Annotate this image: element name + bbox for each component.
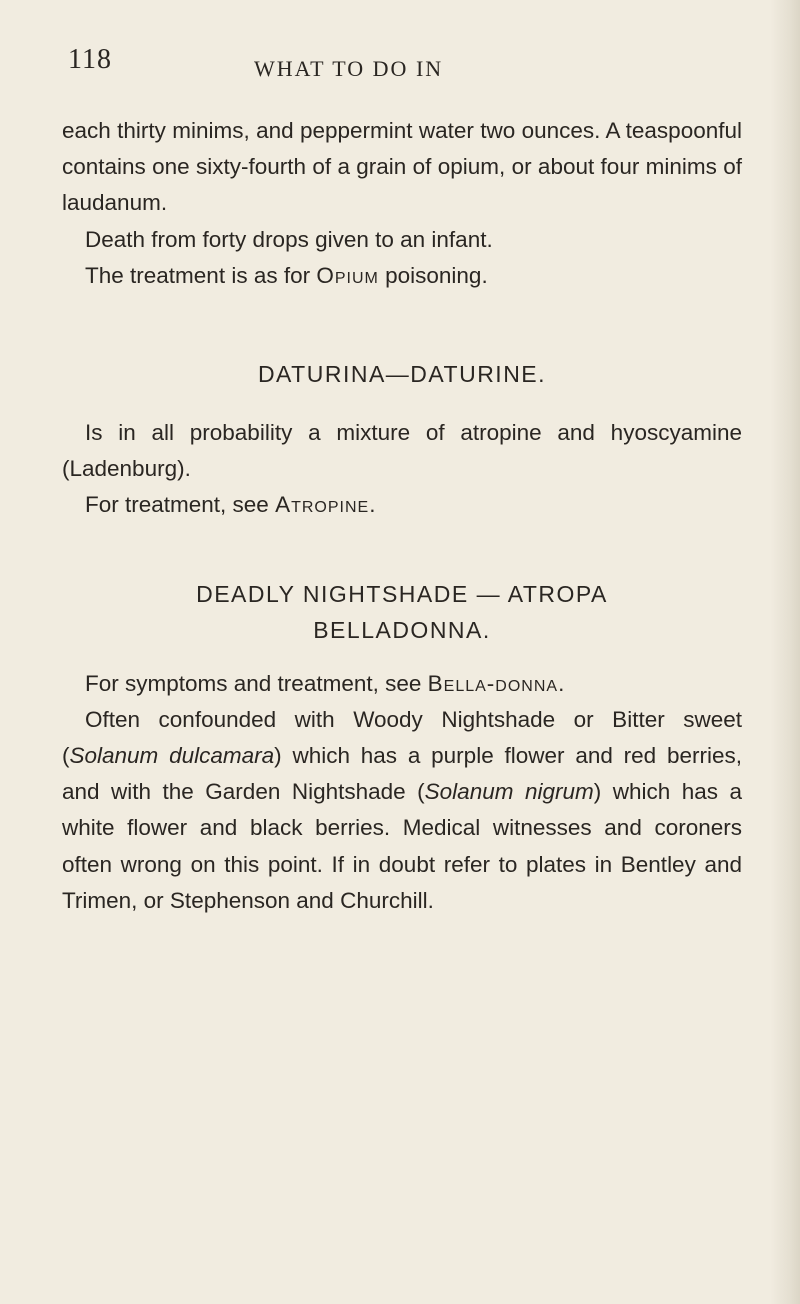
paragraph-nightshade-symptoms <box>62 666 742 702</box>
paragraph-daturina-treatment <box>62 487 742 523</box>
page-number: 118 <box>68 44 112 75</box>
heading-line: DEADLY NIGHTSHADE — ATROPA <box>196 580 608 607</box>
body-text <box>62 113 742 919</box>
spacer <box>62 524 742 576</box>
spacer <box>62 294 742 356</box>
text-run: The treatment is as for <box>85 262 317 288</box>
heading-line: BELLADONNA. <box>313 616 491 643</box>
paragraph-continuation: each thirty minims, and peppermint water two ounces. A teaspoonful contains one sixty-fourth of a grain of opium, or about four minims of laudanum. <box>62 118 742 216</box>
text-run: ) which has a white flower and black berries. Medical witnesses and coroners often wrong on this point. If in doubt refer to plates in Bentley and Trimen, or Stephenson and Churchill. <box>62 779 743 913</box>
species-name: Solanum dulcamara <box>69 743 275 769</box>
text-run: ) which has a purple flower and red berries, and with the Garden Nightshade ( <box>62 743 742 805</box>
text-run: For symptoms and treatment, see <box>85 670 428 696</box>
section-heading-nightshade <box>62 576 742 648</box>
spacer <box>62 648 742 666</box>
spacer <box>62 392 742 415</box>
cross-reference: Bella-donna <box>427 670 559 696</box>
text-run: For treatment, see <box>85 492 276 518</box>
cross-reference: Opium <box>316 262 379 288</box>
page-header <box>70 44 730 84</box>
running-head: WHAT TO DO IN <box>254 56 444 81</box>
paragraph-death-infant: Death from forty drops given to an infant. <box>85 226 493 252</box>
species-name: Solanum nigrum <box>424 779 594 805</box>
paragraph-daturina-mixture: Is in all probability a mixture of atropine and hyoscyamine (Ladenburg). <box>62 420 742 482</box>
text-run: . <box>369 492 376 518</box>
paragraph-treatment-opium <box>62 258 742 294</box>
text-run: poisoning. <box>378 262 488 288</box>
paragraph-nightshade-confusion <box>62 702 742 919</box>
cross-reference: Atropine <box>275 492 370 518</box>
section-heading-daturina: DATURINA—DATURINE. <box>257 361 547 388</box>
text-run: . <box>558 670 565 696</box>
text-run: Often confounded with Woody Nightshade or Bitter sweet ( <box>62 706 742 769</box>
